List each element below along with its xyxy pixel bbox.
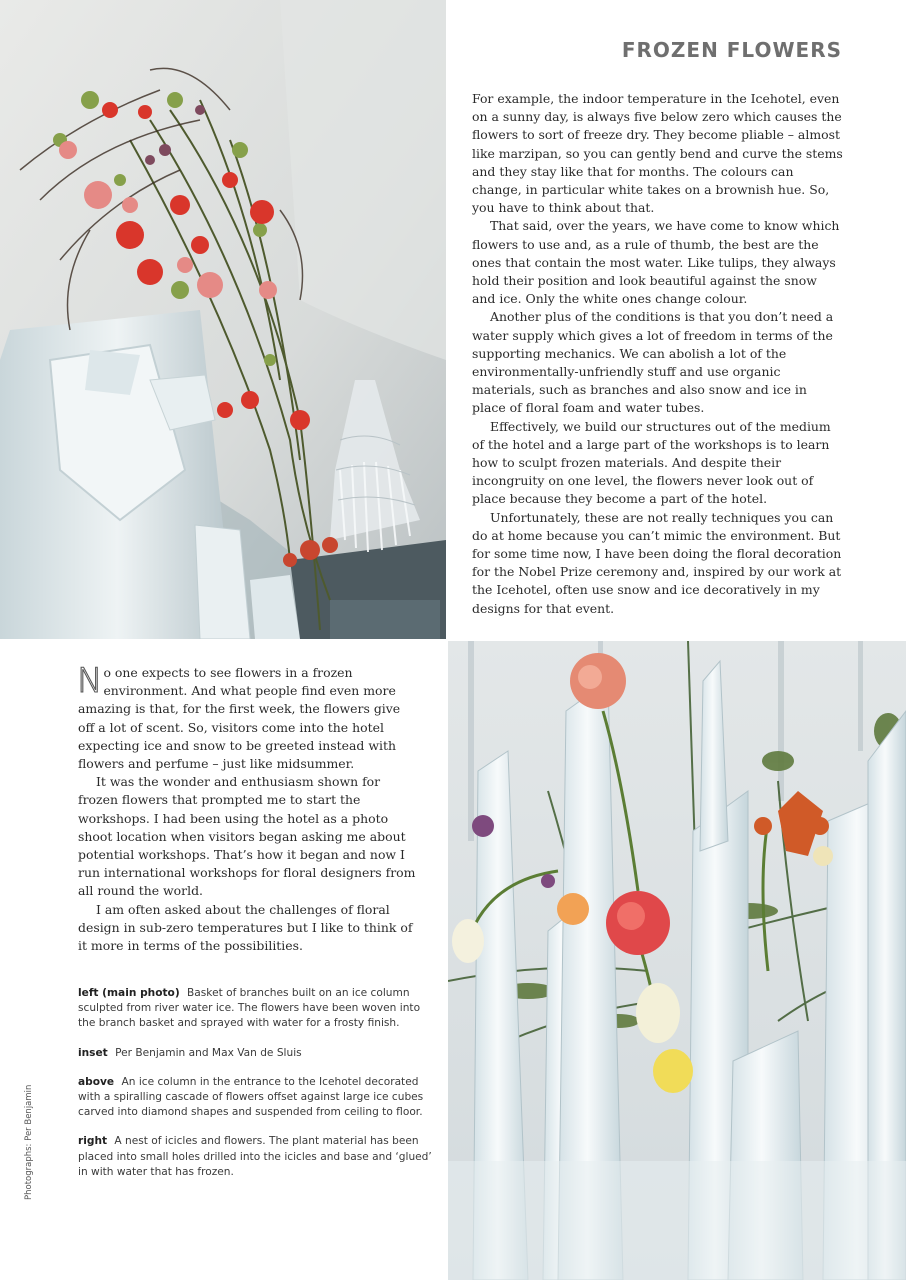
paragraph: For example, the indoor temperature in the Icehotel, even on a sunny day, is always five below zero which causes the flowers to sort of freeze dry. They become pliable – almost like marzipan, so you can gently bend and curve the stems and they stay like that for months. The colours can change, in particular white takes on a brownish hue. So, you have to think about that. [472, 91, 843, 216]
caption-inset: inset Per Benjamin and Max Van de Sluis [78, 1046, 302, 1059]
article-column-top [472, 90, 844, 618]
paragraph: That said, over the years, we have come to know which flowers to use and, as a rule of thumb, the best are the ones that contain the most water. Like tulips, they always hold their position and look beautiful against the snow and ice. Only the white ones change colour. [472, 218, 840, 307]
paragraph: Another plus of the conditions is that you don’t need a water supply which gives a lot of freedom in terms of the supporting mechanics. We can abolish a lot of the environmentally-unfriendly stuff and use organic materials, such as branches and also snow and ice in place of floral foam and water tubes. [472, 309, 834, 416]
paragraph: Effectively, we build our structures out of the medium of the hotel and a large part of the workshops is to learn how to sculpt frozen materials. And despite their incongruity on one level, the flowers never look out of place because they become a part of the hotel. [472, 418, 831, 507]
paragraph: I am often asked about the challenges of floral design in sub-zero temperatures but I like to think of it more in terms of the possibilities. [78, 901, 413, 954]
caption-main-photo: left (main photo) Basket of branches built on an ice column sculpted from river water ice. The flowers have been woven into the branch basket and sprayed with water for a frosty finish. [78, 987, 421, 1030]
ice-column-flower-cascade-photo [0, 0, 446, 639]
opening-paragraph: No one expects to see flowers in a frozen environment. And what people find even more amazing is that, for the first week, the flowers give off a lot of scent. So, visitors come into the hotel expecting ice and snow to be greeted instead with flowers and perfume – just like midsummer. [77, 661, 401, 772]
photo-captions [78, 986, 434, 1194]
paragraph: It was the wonder and enthusiasm shown for frozen flowers that prompted me to start the workshops. I had been using the hotel as a photo shoot location when visitors began asking me about potential workshops. That’s how it began and now I run international workshops for floral designers from all round the world. [78, 774, 416, 899]
paragraph: Unfortunately, these are not really techniques you can do at home because you can’t mimic the environment. But for some time now, I have been doing the floral decoration for the Nobel Prize ceremony and, inspired by our work at the Icehotel, often use snow and ice decoratively in my designs for that event. [472, 509, 842, 616]
caption-right: right A nest of icicles and flowers. The plant material has been placed into small holes drilled into the icicles and base and ‘glued’ in with water that has frozen. [78, 1135, 432, 1178]
drop-cap: N [77, 661, 103, 701]
caption-above: above An ice column in the entrance to the Icehotel decorated with a spiralling cascade of flowers offset against large ice cubes carved into diamond shapes and suspended from ceiling to floor. [78, 1075, 424, 1119]
photo-credit: Photographs: Per Benjamin [24, 1084, 34, 1200]
icicles-flower-nest-photo [448, 641, 906, 1280]
section-title: FROZEN FLOWERS [621, 38, 842, 62]
article-column-bottom [77, 661, 418, 955]
